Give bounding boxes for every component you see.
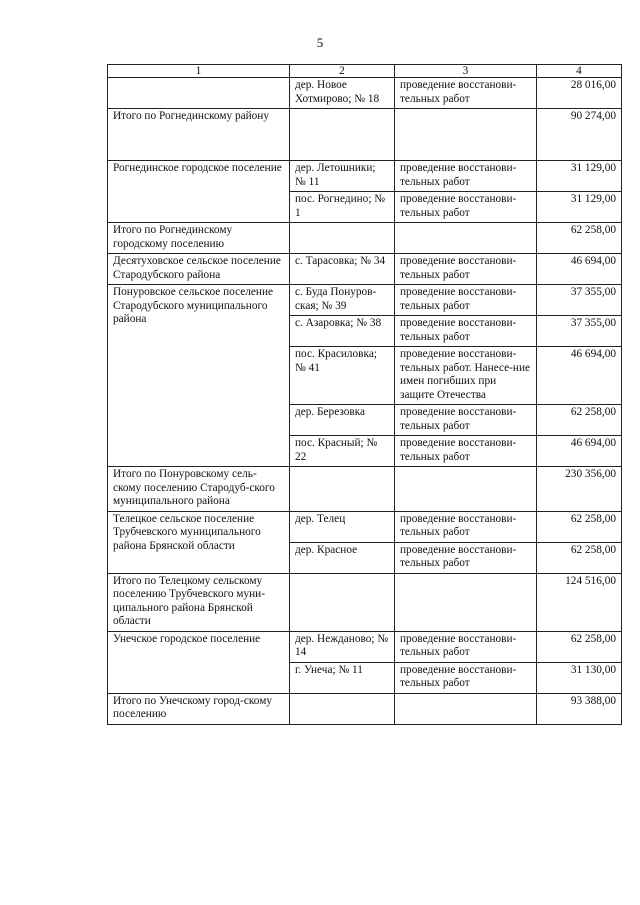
locality-cell: пос. Красный; № 22 bbox=[290, 436, 395, 467]
column-header-4: 4 bbox=[537, 65, 622, 78]
empty-cell bbox=[395, 467, 537, 512]
locality-cell: дер. Телец bbox=[290, 511, 395, 542]
amount-cell: 37 355,00 bbox=[537, 285, 622, 316]
table-row bbox=[108, 631, 622, 662]
work-description-cell: проведение восстанови-тельных работ bbox=[395, 78, 537, 109]
amount-cell: 46 694,00 bbox=[537, 347, 622, 405]
total-row bbox=[108, 467, 622, 512]
empty-cell bbox=[290, 109, 395, 161]
empty-cell bbox=[395, 223, 537, 254]
total-amount: 230 356,00 bbox=[537, 467, 622, 512]
locality-cell: с. Буда Понуров-ская; № 39 bbox=[290, 285, 395, 316]
work-description-cell: проведение восстанови-тельных работ bbox=[395, 316, 537, 347]
total-row bbox=[108, 223, 622, 254]
total-amount: 90 274,00 bbox=[537, 109, 622, 161]
empty-cell bbox=[290, 693, 395, 724]
amount-cell: 46 694,00 bbox=[537, 254, 622, 285]
work-description-cell: проведение восстанови-тельных работ bbox=[395, 436, 537, 467]
work-description-cell: проведение восстанови-тельных работ bbox=[395, 161, 537, 192]
work-description-cell: проведение восстанови-тельных работ bbox=[395, 405, 537, 436]
work-description-cell: проведение восстанови-тельных работ bbox=[395, 192, 537, 223]
empty-cell bbox=[395, 109, 537, 161]
work-description-cell: проведение восстанови-тельных работ. Нанесе-ние имен погибших при защите Отечества bbox=[395, 347, 537, 405]
column-header-1: 1 bbox=[108, 65, 290, 78]
locality-cell: дер. Березовка bbox=[290, 405, 395, 436]
allocation-table bbox=[107, 64, 622, 725]
total-label: Итого по Понуровскому сель-скому поселению Стародуб-ского муниципального района bbox=[108, 467, 290, 512]
empty-cell bbox=[290, 223, 395, 254]
amount-cell: 31 129,00 bbox=[537, 192, 622, 223]
amount-cell: 46 694,00 bbox=[537, 436, 622, 467]
amount-cell: 62 258,00 bbox=[537, 511, 622, 542]
amount-cell: 28 016,00 bbox=[537, 78, 622, 109]
work-description-cell: проведение восстанови-тельных работ bbox=[395, 254, 537, 285]
work-description-cell: проведение восстанови-тельных работ bbox=[395, 662, 537, 693]
locality-cell: г. Унеча; № 11 bbox=[290, 662, 395, 693]
amount-cell: 62 258,00 bbox=[537, 542, 622, 573]
empty-cell bbox=[395, 693, 537, 724]
amount-cell: 31 129,00 bbox=[537, 161, 622, 192]
total-row bbox=[108, 693, 622, 724]
total-row bbox=[108, 109, 622, 161]
total-amount: 124 516,00 bbox=[537, 573, 622, 631]
settlement-name: Унечское городское поселение bbox=[108, 631, 290, 693]
settlement-name: Десятуховское сельское поселение Стародубского района bbox=[108, 254, 290, 285]
empty-cell bbox=[395, 573, 537, 631]
locality-cell: пос. Красиловка; № 41 bbox=[290, 347, 395, 405]
amount-cell: 37 355,00 bbox=[537, 316, 622, 347]
work-description-cell: проведение восстанови-тельных работ bbox=[395, 631, 537, 662]
amount-cell: 62 258,00 bbox=[537, 631, 622, 662]
amount-cell: 62 258,00 bbox=[537, 405, 622, 436]
total-amount: 93 388,00 bbox=[537, 693, 622, 724]
empty-cell bbox=[290, 467, 395, 512]
locality-cell: дер. Красное bbox=[290, 542, 395, 573]
locality-cell: с. Азаровка; № 38 bbox=[290, 316, 395, 347]
total-label: Итого по Рогнединскому району bbox=[108, 109, 290, 161]
work-description-cell: проведение восстанови-тельных работ bbox=[395, 511, 537, 542]
locality-cell: пос. Рогнедино; № 1 bbox=[290, 192, 395, 223]
work-description-cell: проведение восстанови-тельных работ bbox=[395, 542, 537, 573]
settlement-name bbox=[108, 78, 290, 109]
table-row bbox=[108, 254, 622, 285]
total-label: Итого по Рогнединскому городскому поселению bbox=[108, 223, 290, 254]
amount-cell: 31 130,00 bbox=[537, 662, 622, 693]
locality-cell: дер. Новое Хотмирово; № 18 bbox=[290, 78, 395, 109]
work-description-cell: проведение восстанови-тельных работ bbox=[395, 285, 537, 316]
settlement-name: Понуровское сельское поселение Стародубского муниципального района bbox=[108, 285, 290, 467]
table-row bbox=[108, 511, 622, 542]
table-body bbox=[108, 78, 622, 725]
total-label: Итого по Унечскому город-скому поселению bbox=[108, 693, 290, 724]
locality-cell: дер. Нежданово; № 14 bbox=[290, 631, 395, 662]
total-label: Итого по Телецкому сельскому поселению Трубчевского муни-ципального района Брянской области bbox=[108, 573, 290, 631]
total-amount: 62 258,00 bbox=[537, 223, 622, 254]
empty-cell bbox=[290, 573, 395, 631]
table-row bbox=[108, 78, 622, 109]
page-number: 5 bbox=[316, 35, 324, 50]
table-row bbox=[108, 285, 622, 316]
column-header-3: 3 bbox=[395, 65, 537, 78]
settlement-name: Рогнединское городское поселение bbox=[108, 161, 290, 223]
locality-cell: с. Тарасовка; № 34 bbox=[290, 254, 395, 285]
total-row bbox=[108, 573, 622, 631]
locality-cell: дер. Летошники; № 11 bbox=[290, 161, 395, 192]
table-header-row bbox=[108, 65, 622, 78]
settlement-name: Телецкое сельское поселение Трубчевского муниципального района Брянской области bbox=[108, 511, 290, 573]
column-header-2: 2 bbox=[290, 65, 395, 78]
table-row bbox=[108, 161, 622, 192]
